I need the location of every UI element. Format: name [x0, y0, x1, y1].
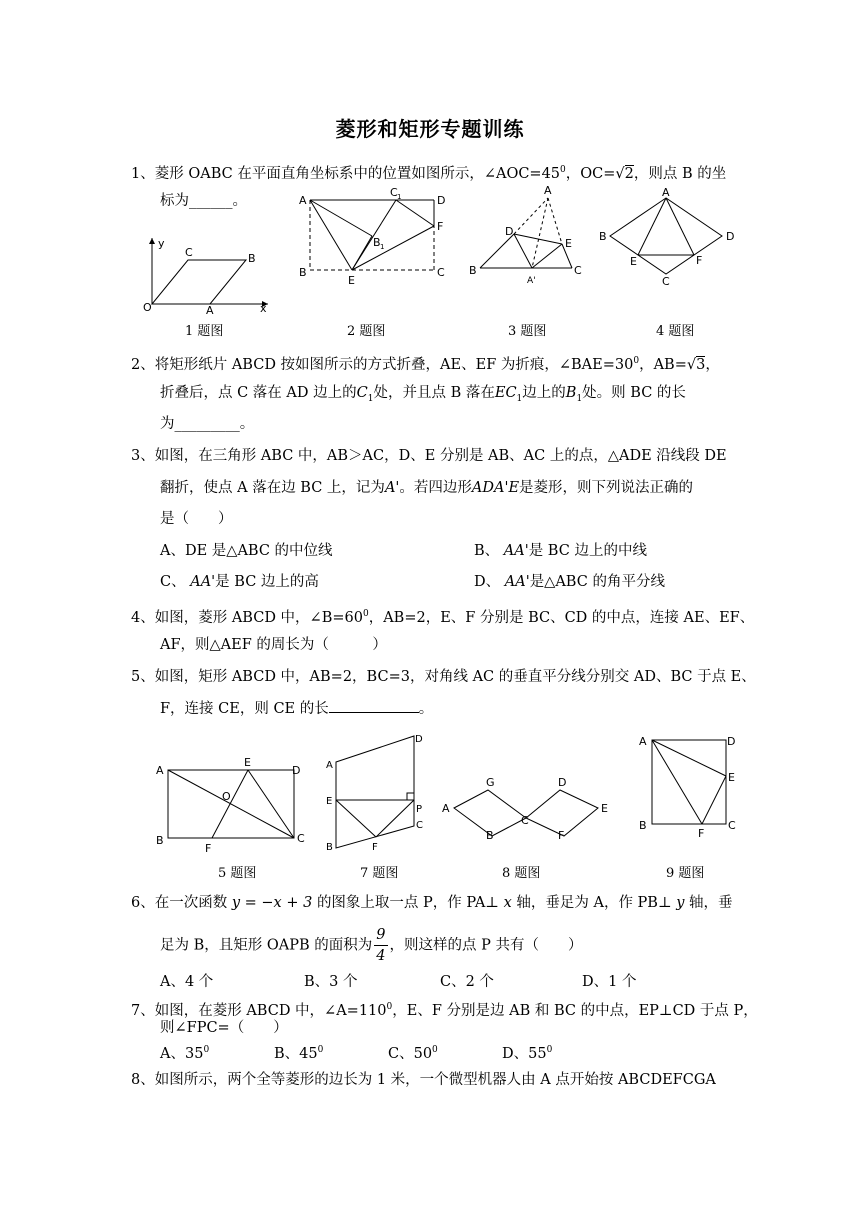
svg-text:D: D: [437, 194, 446, 207]
q6-line2: 足为 B，且矩形 OAPB 的面积为 $\frac{9}{4}$ ，则这样的点 P 共有（ ）: [160, 927, 583, 964]
svg-text:C: C: [390, 186, 398, 199]
fig1-label-B: B: [248, 252, 256, 265]
svg-text:A: A: [544, 184, 552, 197]
q6-option-b: B、3 个: [304, 974, 358, 990]
svg-text:D: D: [505, 225, 514, 238]
svg-text:B: B: [156, 834, 164, 847]
svg-text:B: B: [639, 819, 647, 832]
svg-text:1: 1: [380, 243, 385, 251]
q2-line2: 折叠后，点 C 落在 AD 边上的$C_1$处，并且点 B 落在$EC_1$边上的$B_1$处。则 BC 的长: [160, 385, 686, 404]
svg-text:A: A: [299, 194, 307, 207]
fig1-label-A: A: [206, 304, 214, 314]
q7-option-d: D、$55^0$: [502, 1045, 553, 1062]
figure-3: [466, 184, 586, 288]
q2-line1: 2、将矩形纸片 ABCD 按如图所示的方式折叠，AE、EF 为折痕，$\angle BAE=30^0$，AB=√3，: [131, 356, 720, 373]
svg-text:D: D: [726, 230, 735, 243]
figure-2: [296, 186, 448, 288]
fig1-label-C: C: [185, 246, 193, 259]
svg-text:A: A: [442, 802, 450, 815]
fraction: $\frac{9}{4}$: [376, 927, 386, 964]
svg-text:D: D: [558, 776, 567, 789]
svg-text:F: F: [372, 842, 378, 853]
svg-text:F: F: [205, 842, 212, 855]
q3-option-c: C、 AA'是 BC 边上的高: [160, 574, 319, 590]
svg-text:D: D: [292, 764, 301, 777]
q3-line1: 3、如图，在三角形 ABC 中，AB＞AC，D、E 分别是 AB、AC 上的点，△ADE 沿线段 DE: [131, 448, 727, 464]
svg-text:F: F: [696, 254, 703, 267]
svg-text:C: C: [416, 820, 423, 831]
svg-text:C: C: [574, 264, 582, 277]
q7-line2: 则∠FPC=（ ）: [160, 1020, 288, 1036]
q1-line1: 1、菱形 OABC 在平面直角坐标系中的位置如图所示，$\angle AOC=45^0$，OC=√2，则点 B 的坐: [131, 165, 727, 182]
page-title: 菱形和矩形专题训练: [335, 117, 525, 141]
q8-line1: 8、如图所示，两个全等菱形的边长为 1 米，一个微型机器人由 A 点开始按 ABCDEFCGA: [131, 1072, 716, 1088]
svg-text:B: B: [326, 842, 333, 853]
svg-text:D: D: [727, 735, 736, 748]
svg-text:E: E: [326, 796, 333, 807]
caption-fig4: 4 题图: [656, 324, 695, 339]
q6-option-d: D、1 个: [582, 974, 637, 990]
svg-text:C: C: [728, 819, 736, 832]
caption-fig9: 9 题图: [666, 866, 705, 881]
caption-fig2: 2 题图: [347, 324, 386, 339]
q6-option-a: A、4 个: [160, 974, 214, 990]
q6-option-c: C、2 个: [440, 974, 494, 990]
svg-text:E: E: [244, 756, 251, 769]
answer-blank: [329, 698, 419, 713]
svg-text:B: B: [373, 236, 381, 249]
q5-line1: 5、如图，矩形 ABCD 中，AB=2，BC=3，对角线 AC 的垂直平分线分别交 AD、BC 于点 E、: [131, 669, 756, 685]
q4-line2: AF，则△AEF 的周长为（ ）: [160, 637, 387, 653]
svg-text:C: C: [297, 832, 305, 845]
svg-text:B: B: [486, 829, 494, 842]
svg-text:A: A: [156, 764, 164, 777]
q3-option-b: B、 AA'是 BC 边上的中线: [474, 543, 647, 559]
figure-9: [636, 730, 746, 838]
svg-text:E: E: [630, 255, 637, 268]
svg-text:G: G: [486, 776, 495, 789]
q3-line2: 翻折，使点 A 落在边 BC 上，记为A'。若四边形ADA'E是菱形，则下列说法正确的: [160, 480, 694, 496]
svg-text:B: B: [299, 266, 307, 279]
q2-line3: 为_________。: [160, 416, 255, 432]
q1-line2: 标为______。: [160, 193, 247, 209]
q7-option-a: A、$35^0$: [160, 1045, 210, 1062]
q7-option-b: B、$45^0$: [274, 1045, 324, 1062]
caption-fig5: 5 题图: [218, 866, 257, 881]
q5-line2: F，连接 CE，则 CE 的长 。: [160, 698, 433, 719]
svg-text:D: D: [415, 734, 423, 745]
figure-7: [324, 730, 424, 854]
svg-text:C: C: [437, 266, 445, 279]
caption-fig1: 1 题图: [185, 324, 224, 339]
svg-text:C: C: [521, 814, 529, 827]
svg-text:1: 1: [397, 193, 402, 201]
caption-fig3: 3 题图: [508, 324, 547, 339]
svg-text:B: B: [469, 264, 477, 277]
svg-text:O: O: [222, 790, 231, 803]
svg-text:A: A: [639, 735, 647, 748]
svg-text:E: E: [348, 274, 355, 287]
q6-line1: 6、在一次函数 y = −x + 3 的图象上取一点 P，作 PA⊥ x 轴，垂足为 A，作 PB⊥ y 轴，垂: [131, 895, 733, 911]
fig1-label-y: y: [158, 237, 165, 250]
svg-text:F: F: [437, 220, 444, 233]
q7-option-c: C、$50^0$: [388, 1045, 438, 1062]
q3-line3: 是（ ）: [160, 511, 233, 527]
caption-fig8: 8 题图: [502, 866, 541, 881]
caption-fig7: 7 题图: [360, 866, 399, 881]
svg-text:B: B: [599, 230, 607, 243]
svg-text:F: F: [558, 829, 565, 842]
q3-option-d: D、 AA'是△ABC 的角平分线: [474, 574, 665, 590]
fig1-label-O: O: [143, 301, 152, 314]
svg-text:E: E: [728, 771, 735, 784]
fig1-label-x: x: [260, 302, 267, 314]
svg-text:F: F: [698, 827, 705, 838]
svg-text:E: E: [601, 802, 608, 815]
svg-text:A': A': [527, 276, 536, 286]
q4-line1: 4、如图，菱形 ABCD 中，$\angle B=60^0$，AB=2，E、F 分别是 BC、CD 的中点，连接 AE、EF、: [131, 609, 755, 626]
q7-line1: 7、如图，在菱形 ABCD 中，$\angle A=110^0$，E、F 分别是边 AB 和 BC 的中点，EP⊥CD 于点 P，: [131, 1002, 758, 1019]
svg-text:E: E: [565, 237, 572, 250]
sqrt-symbol: √3: [686, 356, 706, 373]
figure-5: [152, 752, 312, 856]
svg-text:A: A: [326, 760, 333, 771]
svg-text:A: A: [662, 186, 670, 199]
svg-text:C: C: [662, 275, 670, 288]
figure-8: [440, 776, 616, 844]
q3-option-a: A、DE 是△ABC 的中位线: [160, 543, 333, 559]
svg-text:P: P: [416, 804, 423, 815]
figure-1: [140, 234, 275, 314]
sqrt-symbol: √2: [615, 165, 634, 182]
figure-4: [596, 186, 740, 288]
